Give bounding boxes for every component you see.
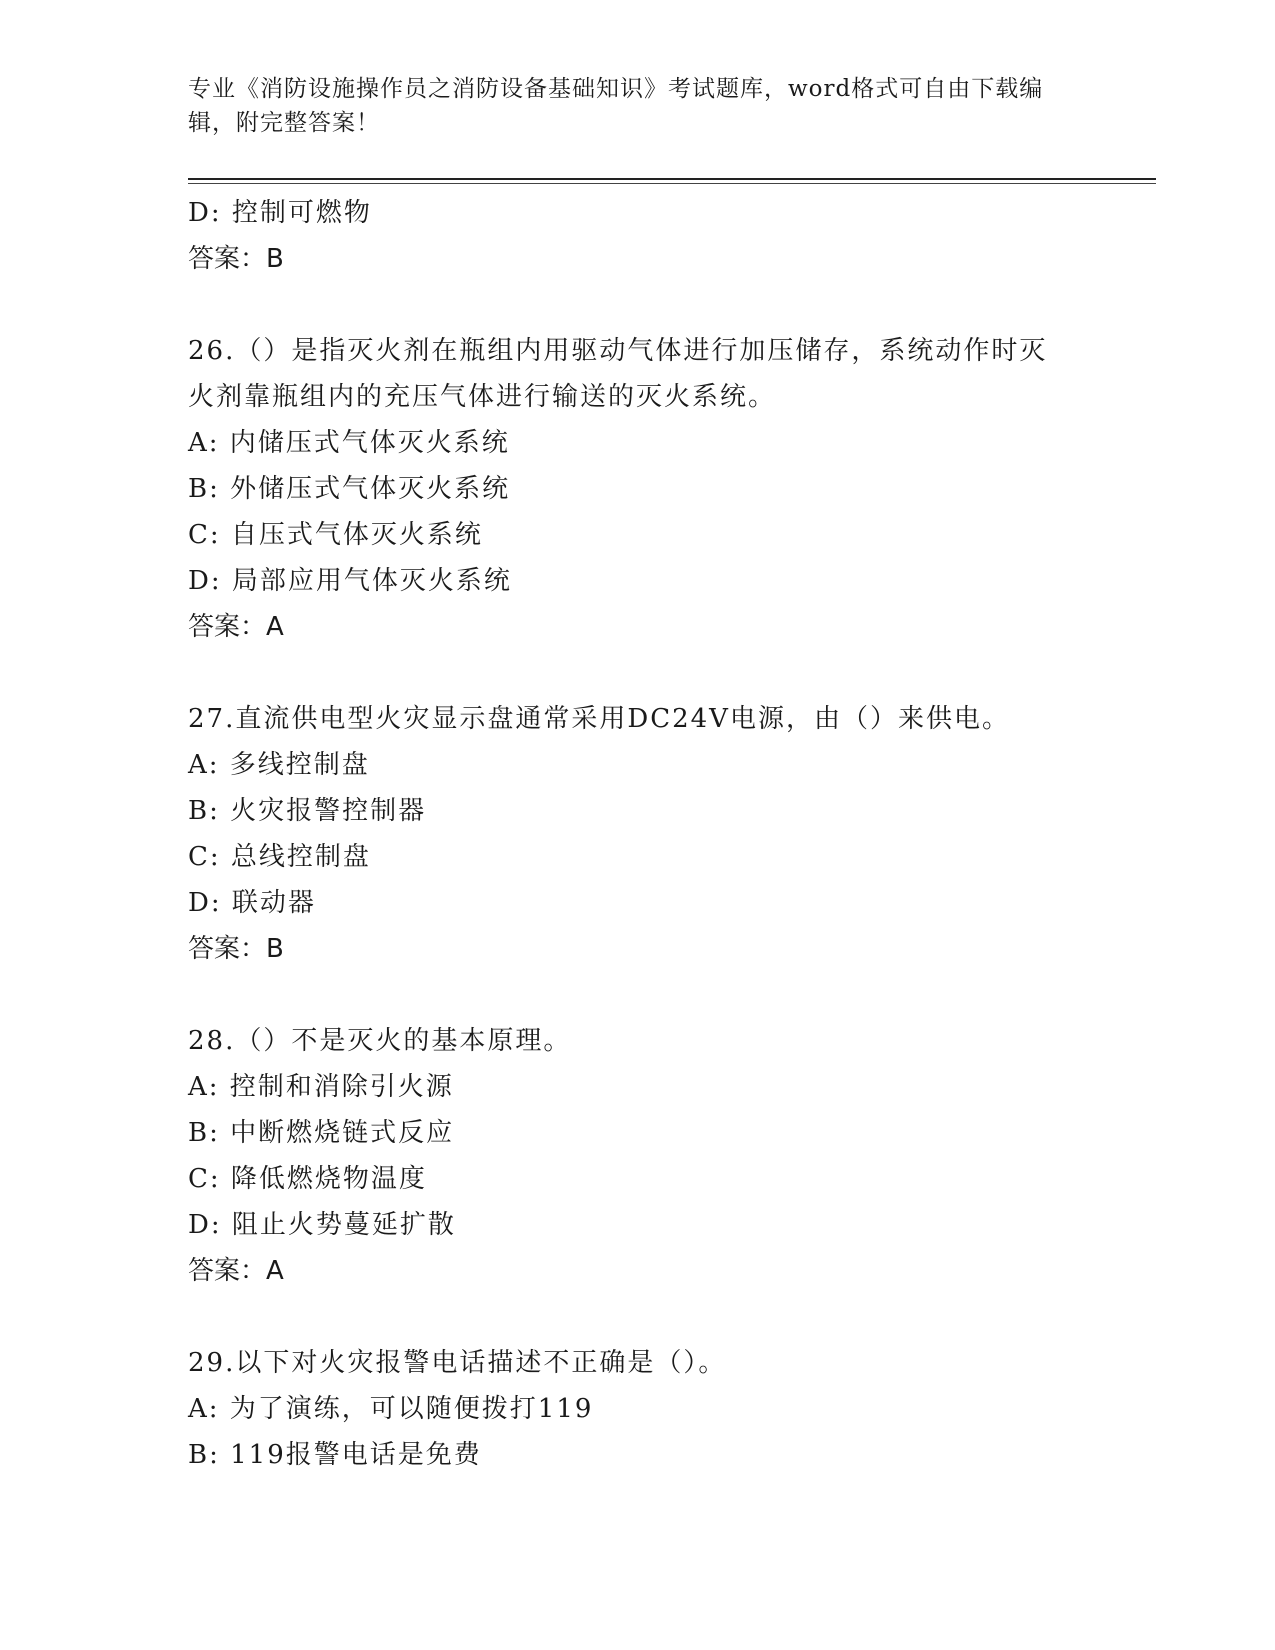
question-26 bbox=[188, 328, 1088, 650]
option-d: D: 控制可燃物 bbox=[188, 198, 372, 228]
question-list bbox=[188, 190, 1088, 1478]
option-c: C: 总线控制盘 bbox=[188, 842, 371, 872]
question-28 bbox=[188, 1018, 1088, 1294]
option-d: D: 联动器 bbox=[188, 888, 316, 918]
question-stem-line: 26.（）是指灭火剂在瓶组内用驱动气体进行加压储存，系统动作时灭 bbox=[188, 336, 1048, 366]
option-d: D: 局部应用气体灭火系统 bbox=[188, 566, 512, 596]
question-29 bbox=[188, 1340, 1088, 1478]
question-27 bbox=[188, 696, 1088, 972]
option-b: B: 119报警电话是免费 bbox=[188, 1440, 482, 1470]
question-stem bbox=[188, 328, 1068, 420]
question-stem: 28.（）不是灭火的基本原理。 bbox=[188, 1026, 572, 1056]
question-stem: 27.直流供电型火灾显示盘通常采用DC24V电源，由（）来供电。 bbox=[188, 704, 1010, 734]
option-b: B: 中断燃烧链式反应 bbox=[188, 1118, 455, 1148]
option-a: A: 内储压式气体灭火系统 bbox=[188, 428, 510, 458]
question-stem: 29.以下对火灾报警电话描述不正确是（）。 bbox=[188, 1348, 727, 1378]
answer-text: 答案：B bbox=[188, 244, 284, 274]
option-d: D: 阻止火势蔓延扩散 bbox=[188, 1210, 456, 1240]
option-c: C: 自压式气体灭火系统 bbox=[188, 520, 483, 550]
option-a: A: 为了演练，可以随便拨打119 bbox=[188, 1394, 594, 1424]
answer-text: 答案：A bbox=[188, 1256, 284, 1286]
question-stem-line: 火剂靠瓶组内的充压气体进行输送的灭火系统。 bbox=[188, 382, 777, 412]
option-a: A: 多线控制盘 bbox=[188, 750, 370, 780]
header-divider-thin bbox=[188, 183, 1156, 184]
option-b: B: 外储压式气体灭火系统 bbox=[188, 474, 511, 504]
header-divider-thick bbox=[188, 178, 1156, 180]
answer-text: 答案：A bbox=[188, 612, 284, 642]
option-b: B: 火灾报警控制器 bbox=[188, 796, 427, 826]
header-line-2: 辑，附完整答案！ bbox=[188, 110, 380, 136]
answer-text: 答案：B bbox=[188, 934, 284, 964]
previous-question-tail bbox=[188, 190, 1088, 282]
option-a: A: 控制和消除引火源 bbox=[188, 1072, 454, 1102]
document-header bbox=[188, 72, 1088, 140]
header-line-1: 专业《消防设施操作员之消防设备基础知识》考试题库，word格式可自由下载编 bbox=[188, 76, 1044, 102]
option-c: C: 降低燃烧物温度 bbox=[188, 1164, 427, 1194]
